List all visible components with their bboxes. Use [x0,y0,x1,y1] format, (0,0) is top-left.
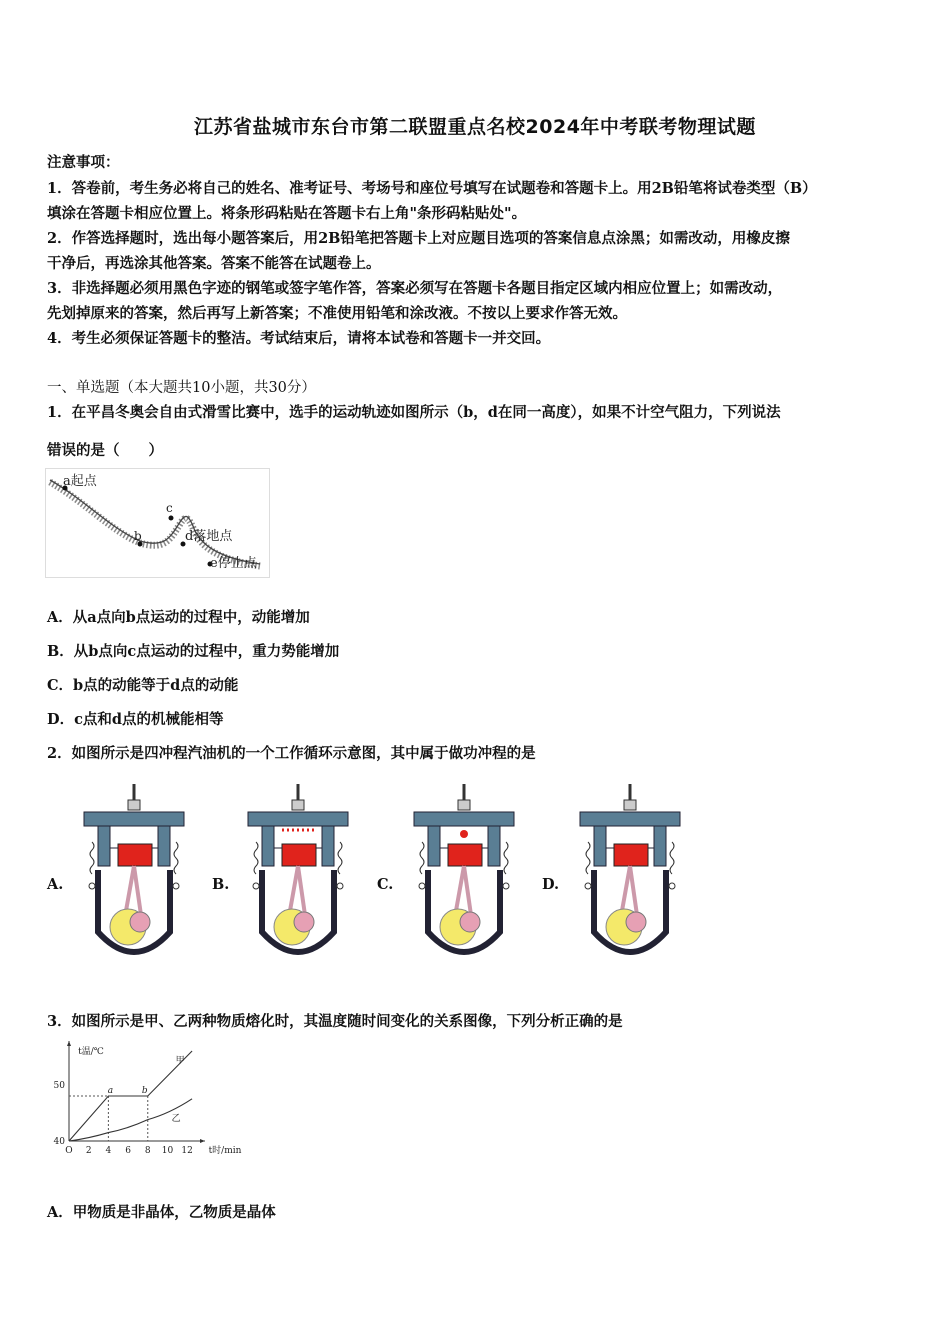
engine-figure-d[interactable] [574,782,694,967]
notes-heading: 注意事项： [47,154,120,171]
y-tick-label: 40 [53,1137,65,1147]
note-line: 3．非选择题必须用黑色字迹的钢笔或签字笔作答，答案必须写在答题卡各题目指定区域内相应位置上；如需改动， [47,280,783,297]
q1-stem: 1．在平昌冬奥会自由式滑雪比赛中，选手的运动轨迹如图所示（b，d在同一高度），如果不计空气阻力，下列说法 [47,404,781,421]
label-b: b [134,529,142,543]
engine-figure-a[interactable] [78,782,198,967]
q2-option-a[interactable]: A. [47,876,64,893]
point-label-a: a [107,1086,114,1096]
x-tick-label: 4 [105,1146,112,1156]
note-line: 4．考生必须保证答题卡的整洁。考试结束后，请将本试卷和答题卡一并交回。 [47,330,551,347]
note-line: 1．答卷前，考生务必将自己的姓名、准考证号、考场号和座位号填写在试题卷和答题卡上。用2B铅笔将试卷类型（B） [47,180,817,197]
point-c-marker [169,516,174,521]
engine-figure-c[interactable] [408,782,528,967]
temperature-time-chart [45,1040,242,1165]
label-e: e停止点 [210,556,257,571]
note-line: 填涂在答题卡相应位置上。将条形码粘贴在答题卡右上角"条形码粘贴处"。 [47,205,527,222]
point-label-b: b [141,1086,148,1096]
note-line: 先划掉原来的答案，然后再写上新答案；不准使用铅笔和涂改液。不按以上要求作答无效。 [47,305,627,322]
label-d: d落地点 [185,529,233,544]
q2-option-b[interactable]: B. [212,876,230,893]
y-axis-label: t温/℃ [78,1046,104,1057]
q1-option-c[interactable]: C．b点的动能等于d点的动能 [47,677,239,694]
engine-figure-b[interactable] [242,782,362,967]
section-heading: 一、单选题（本大题共10小题，共30分） [47,380,316,396]
x-axis-label: t时/min [208,1146,242,1156]
series-label: 乙 [171,1113,181,1124]
q1-stem: 错误的是（ ） [47,442,163,459]
q2-option-d[interactable]: D. [542,876,560,893]
q1-option-d[interactable]: D．c点和d点的机械能相等 [47,711,224,728]
series-label: 甲 [175,1056,185,1066]
note-line: 干净后，再选涂其他答案。答案不能答在试题卷上。 [47,255,381,272]
q3-option-a[interactable]: A．甲物质是非晶体，乙物质是晶体 [47,1204,276,1221]
page-title: 江苏省盐城市东台市第二联盟重点名校2024年中考联考物理试题 [194,116,756,138]
series-line-0 [69,1051,192,1141]
x-tick-label: 2 [85,1146,92,1156]
label-a: a起点 [63,474,97,489]
q2-option-c[interactable]: C. [377,876,394,893]
note-line: 2．作答选择题时，选出每小题答案后，用2B铅笔把答题卡上对应题目选项的答案信息点涂黑；如需改动，用橡皮擦 [47,230,790,247]
x-axis-arrow [200,1139,205,1143]
y-axis-arrow [67,1041,71,1046]
q3-stem: 3．如图所示是甲、乙两种物质熔化时，其温度随时间变化的关系图像，下列分析正确的是 [47,1013,623,1030]
q1-option-a[interactable]: A．从a点向b点运动的过程中，动能增加 [47,609,310,626]
label-c: c [166,501,173,515]
x-tick-label: 12 [181,1146,193,1156]
ski-trajectory-figure [45,468,270,578]
q1-option-b[interactable]: B．从b点向c点运动的过程中，重力势能增加 [47,643,340,660]
x-tick-label: 8 [144,1146,151,1156]
q2-stem: 2．如图所示是四冲程汽油机的一个工作循环示意图，其中属于做功冲程的是 [47,745,536,762]
x-tick-label: 6 [125,1146,131,1156]
y-tick-label: 50 [53,1080,65,1091]
x-tick-label: O [65,1146,73,1156]
x-tick-label: 10 [161,1146,174,1156]
